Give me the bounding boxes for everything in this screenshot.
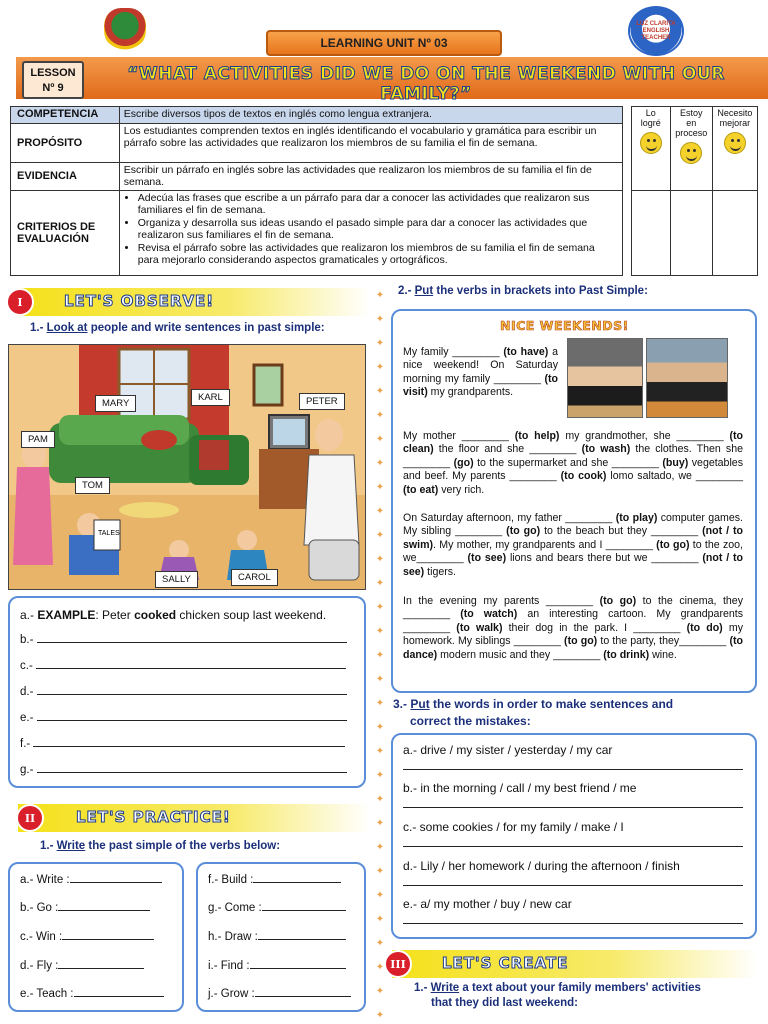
grinning-face-icon (680, 142, 702, 164)
word-order-item-e: e.- a/ my mother / buy / new car (403, 897, 572, 911)
eval-checkbox-achieved[interactable] (631, 190, 670, 275)
word-order-item-a: a.- drive / my sister / yesterday / my car (403, 743, 613, 757)
answer-line-e[interactable] (20, 712, 347, 724)
instruction-number: 1.- (414, 982, 428, 994)
answer-label: f.- (20, 738, 31, 750)
verb-row-come[interactable] (208, 902, 346, 914)
page-title: “WHAT ACTIVITIES DID WE DO ON THE WEEKEND WITH OUR FAMILY?” (127, 64, 725, 104)
example-sentence (20, 608, 326, 622)
criterio-item: • Organiza y desarrolla sus ideas usando el pasado simple para dar a conocer las actividades que realizaron sus familiares el fin de semana. (138, 217, 618, 242)
name-tag-karl: KARL (191, 389, 230, 406)
word-order-panel (391, 733, 757, 939)
instruction-verb: Look at (46, 322, 88, 334)
sentences-panel (8, 596, 366, 788)
eval-needs-improvement (712, 107, 757, 191)
teacher-logo-text: LUZ CLARITA ENGLISH TEACHER (636, 20, 676, 41)
instruction-verb: Write (430, 982, 460, 994)
family-photo-2 (646, 338, 728, 418)
example-text-pre: : Peter (95, 608, 135, 622)
name-tag-carol: CAROL (231, 569, 278, 586)
verb-label: g.- Come : (208, 902, 262, 914)
example-text-post: chicken soup last weekend. (176, 608, 327, 622)
example-prefix: a.- (20, 608, 35, 622)
section3-title: LET'S CREATE (442, 954, 569, 972)
criterio-item: • Adecúa las frases que escribe a un párrafo para dar a conocer las actividades que realizaron sus familiares el fin de semana. (138, 192, 618, 217)
lesson-box (22, 61, 84, 99)
competence-table (10, 106, 758, 276)
section1-instruction (30, 322, 325, 334)
exercise2-instruction (398, 285, 648, 297)
verb-label: c.- Win : (20, 931, 63, 943)
name-tag-pam: PAM (21, 431, 55, 448)
column-divider: ✦ ✦ ✦ ✦ ✦ ✦ ✦ ✦ ✦ ✦ ✦ ✦ ✦ ✦ ✦ ✦ ✦ ✦ ✦ ✦ ✦ ✦ ✦ ✦ ✦ ✦ ✦ ✦ ✦ ✦ ✦ (375, 290, 385, 1021)
evidencia-text: Escribir un párrafo en inglés sobre las actividades que realizaron los miembros de su familia el fin de semana. (119, 162, 622, 190)
answer-line-3e[interactable] (403, 923, 743, 924)
competencia-label: COMPETENCIA (11, 107, 120, 124)
instruction-text: the past simple of the verbs below: (88, 840, 281, 852)
name-tag-tom: TOM (75, 477, 110, 494)
word-order-item-b: b.- in the morning / call / my best friend / me (403, 781, 637, 795)
instruction-verb: Put (410, 697, 430, 711)
name-tag-mary: MARY (95, 395, 136, 412)
answer-line-3a[interactable] (403, 769, 743, 770)
verb-row-build[interactable] (208, 874, 341, 886)
example-label: EXAMPLE (37, 608, 96, 622)
answer-line-g[interactable] (20, 764, 347, 776)
verb-label: a.- Write : (20, 874, 70, 886)
nice-weekends-title: NICE WEEKENDS! (500, 318, 629, 333)
eval-header-achieved: Lo logré (640, 108, 661, 128)
verb-row-go[interactable] (20, 902, 150, 914)
section1-badge: I (6, 288, 34, 316)
proposito-text: Los estudiantes comprenden textos en inglés identificando el vocabulario y gramática para escribir un párrafo sobre las actividades que realizaron los miembros de su familia el fin de semana. (119, 123, 622, 162)
answer-label: b.- (20, 634, 34, 646)
instruction-number: 1.- (40, 840, 54, 852)
instruction-verb: Write (56, 840, 86, 852)
unit-label: LEARNING UNIT Nº 03 (266, 30, 502, 56)
section2-badge: II (16, 804, 44, 832)
answer-line-3d[interactable] (403, 885, 743, 886)
section3-instruction-line2: that they did last weekend: (431, 997, 578, 1009)
instruction-number: 2.- (398, 285, 412, 297)
verb-label: j.- Grow : (208, 988, 255, 1000)
example-verb: cooked (134, 608, 177, 622)
eval-checkbox-needs-improvement[interactable] (712, 190, 757, 275)
verb-row-write[interactable] (20, 874, 162, 886)
family-living-room-illustration (8, 344, 366, 590)
verb-row-find[interactable] (208, 960, 346, 972)
lesson-number: Nº 9 (42, 82, 64, 94)
eval-in-progress (670, 107, 712, 191)
verb-label: b.- Go : (20, 902, 59, 914)
section1-title: LET'S OBSERVE! (64, 292, 215, 310)
verb-row-draw[interactable] (208, 931, 346, 943)
answer-label: e.- (20, 712, 34, 724)
section2-instruction (40, 840, 280, 852)
competencia-text: Escribe diversos tipos de textos en inglés como lengua extranjera. (119, 107, 622, 124)
verbs-panel-right (196, 862, 366, 1012)
family-photo-1 (567, 338, 643, 418)
eval-checkbox-in-progress[interactable] (670, 190, 712, 275)
exercise3-instruction (393, 697, 673, 711)
verb-label: f.- Build : (208, 874, 254, 886)
exercise3-instruction-line2: correct the mistakes: (410, 714, 531, 728)
verb-label: i.- Find : (208, 960, 250, 972)
answer-label: d.- (20, 686, 34, 698)
instruction-number: 3.- (393, 697, 408, 711)
smiling-face-icon (724, 132, 746, 154)
answer-line-b[interactable] (20, 634, 347, 646)
criterios-list (119, 190, 622, 275)
verb-row-fly[interactable] (20, 960, 144, 972)
proposito-label: PROPÓSITO (11, 123, 120, 162)
name-tag-sally: SALLY (155, 571, 198, 588)
living-room-drawing (9, 345, 366, 590)
criterio-item: • Revisa el párrafo sobre las actividades que realizaron los miembros de su familia el fin de semana para mejorarlo considerando aspectos gramaticales y ortográficos. (138, 242, 618, 267)
criterios-label: CRITERIOS DE EVALUACIÓN (11, 190, 120, 275)
verb-row-grow[interactable] (208, 988, 351, 1000)
section3-badge: III (384, 950, 412, 978)
book-text: TALES (98, 530, 120, 537)
verbs-panel-left (8, 862, 184, 1012)
answer-label: c.- (20, 660, 33, 672)
thinking-face-icon (640, 132, 662, 154)
verb-row-win[interactable] (20, 931, 154, 943)
word-order-item-c: c.- some cookies / for my family / make / I (403, 820, 624, 834)
story-paragraph-4: In the evening my parents ________ (to go) to the cinema, they ________ (to watch) an interesting cartoon. My grandparents ________ (to walk) their dog in the park. I ________ (to do) my homework. My siblings ________ (to go) to the party, they________ (to dance) modern music and they ________ (to drink) wine. (403, 595, 743, 661)
instruction-number: 1.- (30, 322, 44, 334)
school-crest-icon (104, 8, 146, 52)
section2-title: LET'S PRACTICE! (76, 808, 231, 826)
eval-achieved (631, 107, 670, 191)
lesson-label: LESSON (30, 67, 76, 79)
answer-line-d[interactable] (20, 686, 347, 698)
story-paragraph-3: On Saturday afternoon, my father ________ (to play) computer games. My sibling ________ (to go) to the beach but they ________ (not / to swim). My mother, my grandparents and I ________ (to go) to the zoo, we________ (to see) lions and bears there but we ________ (not / to see) tigers. (403, 512, 744, 578)
verb-label: h.- Draw : (208, 931, 258, 943)
instruction-verb: Put (414, 285, 434, 297)
answer-line-3b[interactable] (403, 807, 743, 808)
verb-label: e.- Teach : (20, 988, 74, 1000)
evidencia-label: EVIDENCIA (11, 162, 120, 190)
word-order-item-d: d.- Lily / her homework / during the afternoon / finish (403, 859, 680, 873)
verb-label: d.- Fly : (20, 960, 59, 972)
story-paragraph-2: My mother ________ (to help) my grandmother, she ________ (to clean) the floor and she ________ (to wash) the clothes. Then she ________ (go) to the supermarket and she ________ (buy) vegetables and beef. My parents ________ (to cook) lomo saltado, we ________ (to eat) very rich. (403, 430, 744, 496)
instruction-text: a text about your family members' activities (462, 982, 701, 994)
instruction-text: the words in order to make sentences and (433, 697, 674, 711)
verb-row-teach[interactable] (20, 988, 164, 1000)
instruction-text: people and write sentences in past simple: (90, 322, 325, 334)
eval-header-in-progress: Estoy en proceso (675, 108, 708, 138)
instruction-text: the verbs in brackets into Past Simple: (436, 285, 648, 297)
name-tag-peter: PETER (299, 393, 345, 410)
section3-instruction (414, 982, 701, 994)
answer-label: g.- (20, 764, 34, 776)
eval-header-needs-improvement: Necesito mejorar (717, 108, 753, 128)
answer-line-f[interactable] (20, 738, 345, 750)
teacher-logo-icon (628, 6, 684, 56)
answer-line-c[interactable] (20, 660, 346, 672)
answer-line-3c[interactable] (403, 846, 743, 847)
story-paragraph-1: My family ________ (to have) a nice weekend! On Saturday morning my family ________ (to visit) my grandparents. (403, 346, 558, 399)
